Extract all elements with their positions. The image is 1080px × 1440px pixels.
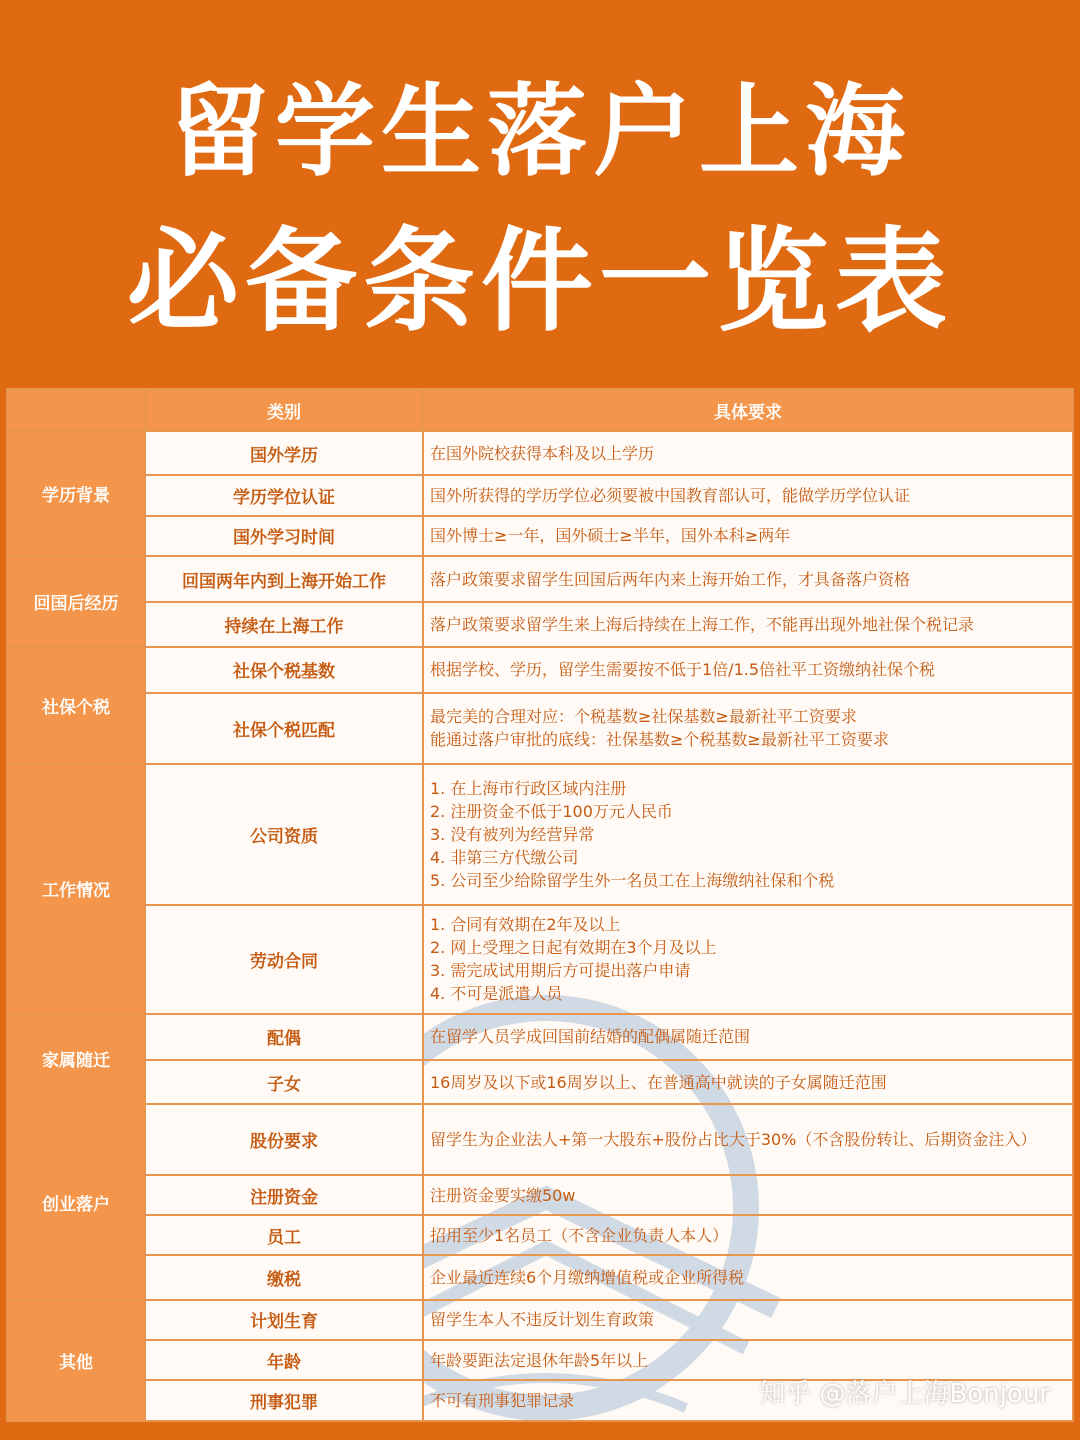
item-cell: 注册资金 [145, 1175, 423, 1215]
item-cell: 公司资质 [145, 764, 423, 905]
table-row [7, 693, 1073, 764]
requirement-cell [423, 1014, 1073, 1060]
requirement-line: 国外所获得的学历学位必须要被中国教育部认可，能做学历学位认证 [430, 486, 911, 505]
item-cell: 社保个税基数 [145, 647, 423, 693]
requirement-cell [423, 1104, 1073, 1175]
table-row [7, 905, 1073, 1014]
requirement-line: 留学生为企业法人+第一大股东+股份占比大于30%（不含股份转让、后期资金注入） [430, 1130, 1037, 1150]
requirement-cell [423, 764, 1073, 905]
requirements-table [6, 388, 1074, 1422]
requirement-line: 不可有刑事犯罪记录 [430, 1391, 575, 1411]
header-requirement: 具体要求 [423, 389, 1073, 431]
requirement-line: 4. 非第三方代缴公司 [430, 847, 579, 867]
table-body [7, 431, 1073, 1421]
item-cell: 学历学位认证 [145, 475, 423, 515]
item-cell: 员工 [145, 1215, 423, 1255]
category-cell: 创业落户 [7, 1104, 145, 1300]
item-cell: 缴税 [145, 1255, 423, 1299]
table-row [7, 556, 1073, 602]
category-cell: 工作情况 [7, 764, 145, 1014]
header-empty-cell [7, 389, 145, 431]
requirement-line: 4. 不可是派遣人员 [430, 984, 563, 1004]
title-block [0, 0, 1080, 385]
requirement-line: 留学生本人不违反计划生育政策 [430, 1310, 655, 1330]
table-row [7, 516, 1073, 556]
page-title: 留学生落户上海 [169, 73, 911, 190]
requirement-cell [423, 647, 1073, 693]
category-cell: 社保个税 [7, 647, 145, 764]
item-cell: 计划生育 [145, 1300, 423, 1340]
requirement-line: 2. 网上受理之日起有效期在3个月及以上 [430, 938, 717, 958]
requirements-table-container [6, 388, 1074, 1422]
table-header-row [7, 389, 1073, 431]
item-cell: 国外学历 [145, 431, 423, 475]
requirement-line: 1. 合同有效期在2年及以上 [430, 915, 621, 935]
requirement-line: 最完美的合理对应：个税基数≥社保基数≥最新社平工资要求 [430, 707, 857, 727]
table-row [7, 602, 1073, 646]
table-row [7, 1104, 1073, 1175]
requirement-cell [423, 516, 1073, 556]
table-row [7, 1255, 1073, 1299]
category-cell: 回国后经历 [7, 556, 145, 647]
requirement-cell [423, 1060, 1073, 1104]
item-cell: 回国两年内到上海开始工作 [145, 556, 423, 602]
requirement-line: 在国外院校获得本科及以上学历 [430, 443, 655, 463]
requirement-line: 根据学校、学历，留学生需要按不低于1倍/1.5倍社平工资缴纳社保个税 [430, 660, 936, 680]
category-cell: 学历背景 [7, 431, 145, 556]
requirement-cell [423, 693, 1073, 764]
requirement-line: 招用至少1名员工（不含企业负责人本人） [430, 1225, 729, 1245]
item-cell: 国外学习时间 [145, 516, 423, 556]
table-row [7, 1014, 1073, 1060]
category-cell: 家属随迁 [7, 1014, 145, 1105]
requirement-line: 3. 没有被列为经营异常 [430, 824, 595, 844]
requirement-line: 落户政策要求留学生回国后两年内来上海开始工作，才具备落户资格 [430, 569, 911, 589]
table-row [7, 764, 1073, 905]
table-row [7, 1215, 1073, 1255]
requirement-line: 1. 在上海市行政区域内注册 [430, 778, 627, 798]
requirement-cell [423, 475, 1073, 515]
item-cell: 年龄 [145, 1340, 423, 1380]
requirement-line: 2. 注册资金不低于100万元人民币 [430, 801, 673, 821]
table-row [7, 647, 1073, 693]
requirement-cell [423, 602, 1073, 646]
requirement-line: 5. 公司至少给除留学生外一名员工在上海缴纳社保和个税 [430, 870, 835, 890]
requirement-line: 注册资金要实缴50w [430, 1185, 576, 1205]
requirement-line: 能通过落户审批的底线：社保基数≥个税基数≥最新社平工资要求 [430, 730, 889, 750]
table-row [7, 1300, 1073, 1340]
requirement-cell [423, 556, 1073, 602]
requirement-line: 年龄要距法定退休年龄5年以上 [430, 1350, 649, 1370]
table-row [7, 1175, 1073, 1215]
requirement-cell [423, 1175, 1073, 1215]
requirement-line: 落户政策要求留学生来上海后持续在上海工作，不能再出现外地社保个税记录 [430, 615, 975, 634]
item-cell: 劳动合同 [145, 905, 423, 1014]
requirement-line: 在留学人员学成回国前结婚的配偶属随迁范围 [430, 1027, 751, 1047]
table-row [7, 1060, 1073, 1104]
requirement-cell [423, 905, 1073, 1014]
requirement-line: 企业最近连续6个月缴纳增值税或企业所得税 [430, 1268, 745, 1288]
item-cell: 配偶 [145, 1014, 423, 1060]
requirement-cell [423, 1300, 1073, 1340]
table-row [7, 475, 1073, 515]
item-cell: 社保个税匹配 [145, 693, 423, 764]
item-cell: 股份要求 [145, 1104, 423, 1175]
item-cell: 持续在上海工作 [145, 602, 423, 646]
item-cell: 子女 [145, 1060, 423, 1104]
requirement-line: 16周岁及以下或16周岁以上、在普通高中就读的子女属随迁范围 [430, 1072, 887, 1092]
footer-watermark-text: 知乎 @落户上海Bonjour [759, 1379, 1050, 1409]
requirement-line: 3. 需完成试用期后方可提出落户申请 [430, 961, 691, 981]
item-cell: 刑事犯罪 [145, 1380, 423, 1421]
header-category: 类别 [145, 389, 423, 431]
requirement-cell [423, 1255, 1073, 1299]
requirement-cell [423, 1215, 1073, 1255]
requirement-line: 国外博士≥一年，国外硕士≥半年，国外本科≥两年 [430, 526, 791, 546]
category-cell: 其他 [7, 1300, 145, 1421]
page-subtitle: 必备条件一览表 [127, 217, 953, 347]
requirement-cell [423, 431, 1073, 475]
table-row [7, 431, 1073, 475]
